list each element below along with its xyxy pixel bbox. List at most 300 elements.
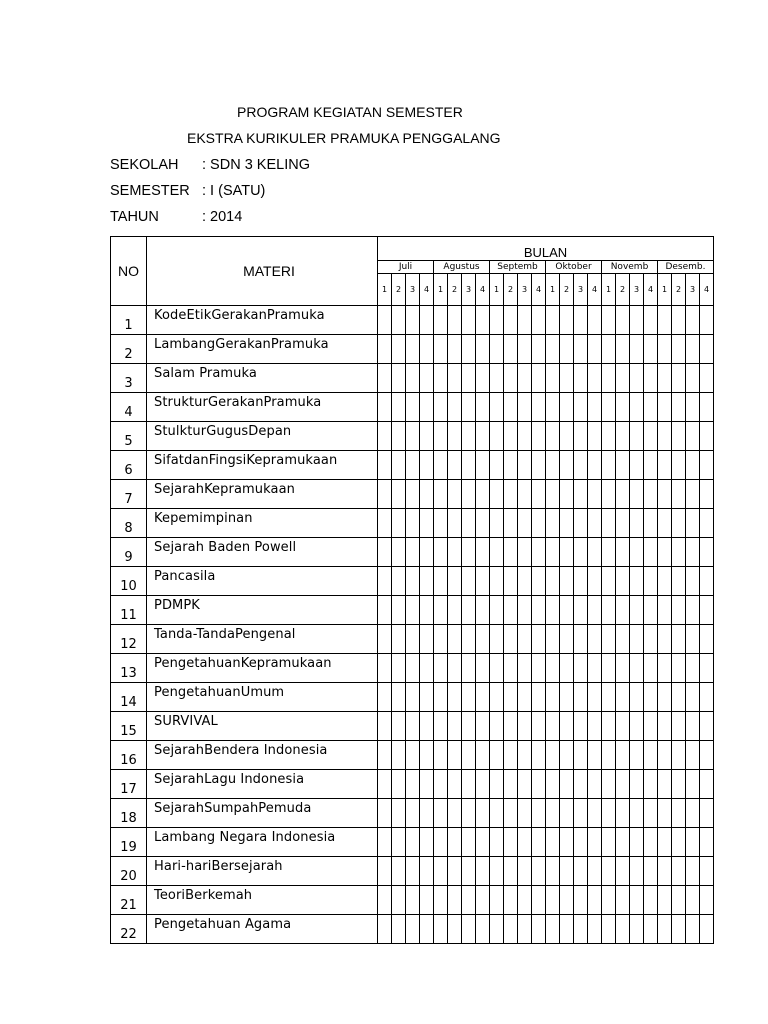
schedule-cell (392, 335, 406, 364)
schedule-cell (602, 799, 616, 828)
schedule-cell (476, 770, 490, 799)
schedule-cell (616, 567, 630, 596)
schedule-cell (616, 712, 630, 741)
schedule-cell (392, 799, 406, 828)
schedule-cell (630, 654, 644, 683)
schedule-cell (672, 567, 686, 596)
schedule-cell (658, 828, 672, 857)
table-row (111, 741, 714, 770)
schedule-cell (672, 480, 686, 509)
schedule-cell (448, 393, 462, 422)
row-materi: TeoriBerkemah (147, 886, 378, 915)
month-header: Oktober (546, 261, 602, 274)
schedule-cell (378, 828, 392, 857)
schedule-cell (434, 596, 448, 625)
table-row (111, 770, 714, 799)
schedule-cell (448, 306, 462, 335)
schedule-cell (616, 828, 630, 857)
schedule-cell (392, 625, 406, 654)
schedule-cell (630, 857, 644, 886)
schedule-cell (518, 857, 532, 886)
schedule-cell (700, 480, 714, 509)
info-tahun (110, 209, 242, 225)
schedule-cell (658, 422, 672, 451)
schedule-cell (378, 654, 392, 683)
schedule-cell (672, 741, 686, 770)
header-bulan: BULAN (378, 237, 714, 261)
row-materi: Hari-hariBersejarah (147, 857, 378, 886)
schedule-cell (490, 567, 504, 596)
schedule-cell (546, 915, 560, 944)
schedule-cell (378, 364, 392, 393)
schedule-cell (518, 886, 532, 915)
schedule-cell (700, 828, 714, 857)
schedule-cell (406, 886, 420, 915)
schedule-cell (560, 828, 574, 857)
schedule-cell (644, 741, 658, 770)
schedule-cell (686, 683, 700, 712)
month-header: Agustus (434, 261, 490, 274)
schedule-cell (602, 915, 616, 944)
schedule-cell (630, 683, 644, 712)
schedule-cell (602, 683, 616, 712)
schedule-cell (518, 712, 532, 741)
schedule-cell (518, 451, 532, 480)
schedule-cell (588, 857, 602, 886)
schedule-cell (378, 799, 392, 828)
schedule-cell (644, 625, 658, 654)
table-row (111, 480, 714, 509)
schedule-cell (574, 741, 588, 770)
schedule-cell (588, 770, 602, 799)
schedule-cell (420, 306, 434, 335)
schedule-cell (448, 857, 462, 886)
month-header: Desemb. (658, 261, 714, 274)
row-materi: Lambang Negara Indonesia (147, 828, 378, 857)
schedule-cell (504, 828, 518, 857)
week-number: 1 (434, 274, 448, 306)
schedule-cell (686, 538, 700, 567)
schedule-cell (476, 364, 490, 393)
schedule-cell (602, 335, 616, 364)
schedule-cell (574, 451, 588, 480)
schedule-cell (392, 451, 406, 480)
table-row (111, 306, 714, 335)
schedule-cell (462, 393, 476, 422)
schedule-cell (490, 306, 504, 335)
schedule-cell (490, 857, 504, 886)
schedule-cell (392, 567, 406, 596)
schedule-cell (476, 799, 490, 828)
schedule-cell (546, 306, 560, 335)
schedule-cell (532, 857, 546, 886)
schedule-cell (406, 567, 420, 596)
schedule-cell (448, 480, 462, 509)
schedule-cell (532, 480, 546, 509)
schedule-cell (518, 509, 532, 538)
info-sekolah (110, 157, 310, 173)
schedule-cell (672, 915, 686, 944)
info-value: : SDN 3 KELING (202, 157, 310, 173)
schedule-table (110, 236, 714, 944)
schedule-cell (658, 306, 672, 335)
schedule-cell (560, 422, 574, 451)
schedule-cell (644, 770, 658, 799)
schedule-cell (490, 828, 504, 857)
schedule-cell (420, 625, 434, 654)
schedule-cell (546, 393, 560, 422)
row-number: 2 (111, 335, 147, 364)
schedule-cell (378, 509, 392, 538)
schedule-cell (616, 770, 630, 799)
schedule-cell (476, 857, 490, 886)
schedule-cell (476, 538, 490, 567)
schedule-cell (476, 480, 490, 509)
schedule-cell (560, 886, 574, 915)
schedule-cell (532, 741, 546, 770)
schedule-cell (630, 422, 644, 451)
table-row (111, 335, 714, 364)
schedule-cell (672, 538, 686, 567)
schedule-cell (420, 538, 434, 567)
schedule-cell (644, 596, 658, 625)
table-row (111, 654, 714, 683)
table-row (111, 422, 714, 451)
schedule-cell (406, 364, 420, 393)
schedule-cell (406, 625, 420, 654)
schedule-cell (672, 393, 686, 422)
schedule-cell (448, 335, 462, 364)
schedule-cell (504, 654, 518, 683)
schedule-cell (378, 480, 392, 509)
schedule-cell (378, 741, 392, 770)
schedule-cell (406, 857, 420, 886)
schedule-cell (448, 422, 462, 451)
schedule-cell (462, 451, 476, 480)
schedule-cell (672, 799, 686, 828)
schedule-cell (658, 683, 672, 712)
schedule-cell (406, 683, 420, 712)
schedule-cell (616, 799, 630, 828)
schedule-cell (588, 712, 602, 741)
schedule-cell (406, 451, 420, 480)
schedule-cell (644, 335, 658, 364)
schedule-cell (616, 741, 630, 770)
schedule-cell (476, 422, 490, 451)
row-number: 13 (111, 654, 147, 683)
row-number: 19 (111, 828, 147, 857)
schedule-cell (448, 741, 462, 770)
schedule-cell (490, 335, 504, 364)
schedule-cell (434, 451, 448, 480)
schedule-cell (434, 480, 448, 509)
schedule-cell (462, 625, 476, 654)
schedule-cell (574, 393, 588, 422)
schedule-cell (574, 364, 588, 393)
week-number: 4 (532, 274, 546, 306)
schedule-cell (434, 393, 448, 422)
schedule-cell (434, 654, 448, 683)
schedule-cell (546, 799, 560, 828)
schedule-cell (630, 480, 644, 509)
week-number: 1 (378, 274, 392, 306)
schedule-cell (406, 538, 420, 567)
schedule-cell (420, 654, 434, 683)
schedule-cell (700, 741, 714, 770)
schedule-cell (532, 509, 546, 538)
schedule-cell (532, 364, 546, 393)
info-label: SEMESTER (110, 183, 190, 199)
schedule-cell (672, 596, 686, 625)
schedule-cell (378, 422, 392, 451)
schedule-cell (518, 480, 532, 509)
schedule-cell (546, 567, 560, 596)
schedule-cell (700, 306, 714, 335)
schedule-cell (630, 567, 644, 596)
schedule-cell (574, 306, 588, 335)
schedule-cell (686, 451, 700, 480)
schedule-cell (476, 828, 490, 857)
schedule-cell (448, 799, 462, 828)
schedule-cell (490, 915, 504, 944)
schedule-cell (504, 567, 518, 596)
schedule-cell (532, 799, 546, 828)
schedule-cell (602, 451, 616, 480)
schedule-cell (546, 857, 560, 886)
schedule-cell (546, 654, 560, 683)
schedule-cell (658, 596, 672, 625)
header-materi: MATERI (147, 237, 378, 306)
schedule-cell (588, 480, 602, 509)
schedule-cell (504, 799, 518, 828)
schedule-cell (616, 625, 630, 654)
schedule-cell (602, 364, 616, 393)
schedule-cell (602, 567, 616, 596)
schedule-cell (616, 683, 630, 712)
schedule-cell (476, 596, 490, 625)
schedule-cell (392, 770, 406, 799)
schedule-cell (630, 364, 644, 393)
schedule-cell (588, 886, 602, 915)
schedule-cell (560, 509, 574, 538)
schedule-cell (658, 451, 672, 480)
row-materi: SejarahSumpahPemuda (147, 799, 378, 828)
schedule-cell (700, 683, 714, 712)
schedule-cell (462, 712, 476, 741)
schedule-cell (560, 741, 574, 770)
month-header: Septemb (490, 261, 546, 274)
table-row (111, 799, 714, 828)
row-materi: SejarahLagu Indonesia (147, 770, 378, 799)
schedule-cell (672, 857, 686, 886)
schedule-cell (532, 683, 546, 712)
schedule-cell (658, 567, 672, 596)
schedule-cell (700, 364, 714, 393)
schedule-cell (462, 364, 476, 393)
schedule-cell (574, 886, 588, 915)
schedule-cell (574, 654, 588, 683)
schedule-cell (686, 306, 700, 335)
info-semester (110, 183, 265, 199)
schedule-cell (518, 915, 532, 944)
schedule-cell (434, 741, 448, 770)
schedule-cell (448, 509, 462, 538)
schedule-cell (448, 886, 462, 915)
schedule-cell (588, 364, 602, 393)
schedule-cell (518, 654, 532, 683)
schedule-cell (420, 712, 434, 741)
schedule-cell (602, 654, 616, 683)
row-number: 9 (111, 538, 147, 567)
schedule-cell (644, 393, 658, 422)
schedule-cell (630, 799, 644, 828)
schedule-cell (420, 828, 434, 857)
schedule-cell (574, 509, 588, 538)
schedule-cell (560, 770, 574, 799)
schedule-cell (658, 857, 672, 886)
schedule-cell (588, 335, 602, 364)
schedule-cell (588, 654, 602, 683)
schedule-cell (658, 886, 672, 915)
schedule-cell (574, 770, 588, 799)
schedule-cell (420, 364, 434, 393)
row-number: 11 (111, 596, 147, 625)
schedule-cell (630, 335, 644, 364)
table-row (111, 567, 714, 596)
schedule-cell (420, 393, 434, 422)
schedule-cell (504, 596, 518, 625)
schedule-cell (602, 393, 616, 422)
schedule-cell (406, 828, 420, 857)
schedule-cell (462, 857, 476, 886)
schedule-cell (448, 364, 462, 393)
schedule-cell (504, 712, 518, 741)
schedule-cell (588, 538, 602, 567)
schedule-cell (686, 509, 700, 538)
schedule-cell (378, 451, 392, 480)
schedule-cell (434, 799, 448, 828)
row-materi: Kepemimpinan (147, 509, 378, 538)
row-number: 18 (111, 799, 147, 828)
schedule-cell (518, 828, 532, 857)
schedule-cell (658, 335, 672, 364)
schedule-cell (700, 712, 714, 741)
schedule-cell (378, 886, 392, 915)
schedule-cell (532, 422, 546, 451)
schedule-cell (378, 770, 392, 799)
schedule-cell (518, 799, 532, 828)
week-number: 1 (546, 274, 560, 306)
row-number: 21 (111, 886, 147, 915)
schedule-cell (602, 538, 616, 567)
schedule-cell (644, 799, 658, 828)
row-materi: Pengetahuan Agama (147, 915, 378, 944)
schedule-cell (406, 596, 420, 625)
schedule-cell (686, 857, 700, 886)
schedule-cell (616, 306, 630, 335)
schedule-cell (686, 799, 700, 828)
schedule-cell (532, 393, 546, 422)
schedule-cell (644, 915, 658, 944)
schedule-cell (532, 654, 546, 683)
schedule-cell (476, 625, 490, 654)
week-number: 2 (560, 274, 574, 306)
schedule-cell (644, 480, 658, 509)
schedule-cell (588, 596, 602, 625)
week-number: 3 (686, 274, 700, 306)
row-materi: KodeEtikGerakanPramuka (147, 306, 378, 335)
schedule-cell (378, 857, 392, 886)
schedule-cell (686, 712, 700, 741)
schedule-cell (574, 422, 588, 451)
schedule-cell (392, 915, 406, 944)
schedule-cell (476, 683, 490, 712)
week-number: 1 (602, 274, 616, 306)
schedule-cell (420, 596, 434, 625)
week-number: 2 (616, 274, 630, 306)
info-value: : I (SATU) (202, 183, 266, 199)
schedule-cell (574, 828, 588, 857)
schedule-cell (420, 683, 434, 712)
week-number: 2 (504, 274, 518, 306)
schedule-cell (588, 567, 602, 596)
schedule-cell (406, 712, 420, 741)
schedule-cell (448, 654, 462, 683)
schedule-cell (476, 451, 490, 480)
schedule-cell (476, 654, 490, 683)
schedule-cell (546, 770, 560, 799)
schedule-cell (448, 567, 462, 596)
schedule-cell (420, 480, 434, 509)
row-materi: Pancasila (147, 567, 378, 596)
week-number: 4 (588, 274, 602, 306)
row-number: 7 (111, 480, 147, 509)
schedule-cell (448, 625, 462, 654)
schedule-cell (686, 364, 700, 393)
schedule-cell (602, 422, 616, 451)
schedule-cell (518, 770, 532, 799)
table-row (111, 886, 714, 915)
schedule-cell (420, 451, 434, 480)
schedule-cell (630, 886, 644, 915)
schedule-cell (644, 509, 658, 538)
schedule-cell (658, 712, 672, 741)
schedule-cell (700, 654, 714, 683)
schedule-cell (532, 538, 546, 567)
schedule-cell (574, 712, 588, 741)
schedule-cell (686, 741, 700, 770)
row-materi: StrukturGerakanPramuka (147, 393, 378, 422)
schedule-cell (490, 393, 504, 422)
schedule-cell (672, 451, 686, 480)
schedule-cell (616, 915, 630, 944)
schedule-cell (462, 480, 476, 509)
schedule-cell (630, 770, 644, 799)
schedule-cell (532, 567, 546, 596)
schedule-cell (518, 422, 532, 451)
schedule-cell (448, 451, 462, 480)
schedule-cell (448, 538, 462, 567)
schedule-cell (476, 306, 490, 335)
schedule-cell (434, 364, 448, 393)
schedule-cell (602, 625, 616, 654)
schedule-cell (588, 509, 602, 538)
schedule-cell (476, 741, 490, 770)
schedule-cell (630, 451, 644, 480)
week-number: 2 (448, 274, 462, 306)
schedule-cell (686, 654, 700, 683)
schedule-cell (546, 741, 560, 770)
